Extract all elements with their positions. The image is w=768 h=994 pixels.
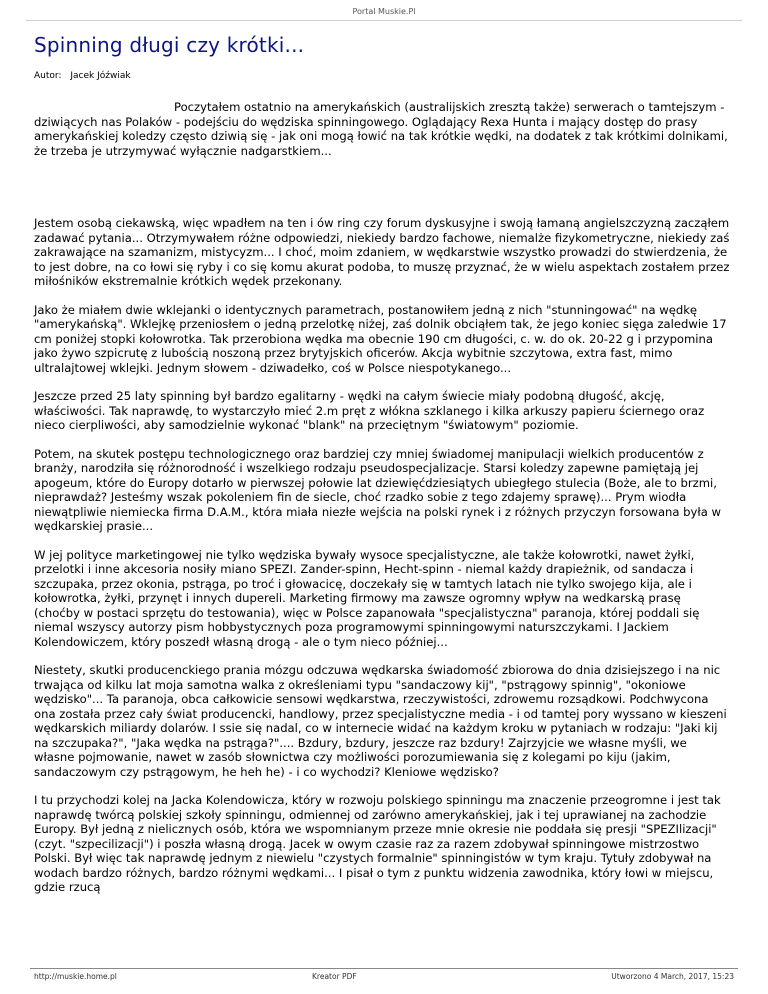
article-paragraph: W jej polityce marketingowej nie tylko wędziska bywały wysoce specjalistyczne, ale także kołowrotki, nawet żyłki, przelotki i inne akcesoria nosiły miano SPEZI. Zander-spinn, Hecht-spinn - niemal każdy drapieżnik, od sandacza i szczupaka, przez okonia, pstrąga, po troć i głowacicę, doczekały się w tamtych latach nie tylko swojego kija, ale i kołowrotka, żyłki, przynęt i innych duperelі. Marketing firmowy ma zawsze ogromny wpływ na wedkarską prasę (choćby w postaci sprzętu do testowania), więc w Polsce zapanowała "specjalistyczna" paranoja, której poddali się niemal wszyscy autorzy pism hobbystycznych poza programowymi spinningowymi naturszczykami. I Jackiem Kolendowiczem, który poszedł własną drogą - ale o tym nieco później... (34, 547, 700, 649)
article-title: Spinning długi czy krótki... (34, 33, 305, 57)
author-label: Autor: (34, 71, 62, 81)
author-name: Jacek Jóźwiak (70, 71, 131, 81)
article-paragraph: I tu przychodzi kolej na Jacka Kolendowicza, który w rozwoju polskiego spinningu ma znaczenie przeogromne i jest tak naprawdę twórcą polskiej szkoły spinningu, odmiennej od zarówno amerykańskiej, jak i tej uprawianej na zachodzie Europy. Był jedną z nielicznych osób, która we wspomnianym przeze mnie okresie nie poddała się presji "SPEZIlizacji" (czyt. "szpecilizacji") i poszła własną drogą. Jacek w owym czasie raz za razem zdobywał spinningowe mistrzostwo Polski. Był więc tak naprawdę jednym z niewielu "czystych formalnie" spinningistów w tym kraju. Tytuły zdobywał na wodach bardzo różnych, bardzo różnymi wędkami... I pisał o tym z punktu widzenia zawodnika, który łowi w miejscu, gdzie rzucą (34, 793, 721, 894)
article-paragraph: Poczytałem ostatnio na amerykańskich (australijskich zresztą także) serwerach o tamtejszym - dziwiących nas Polaków - podejściu do wędziska spinningowego. Oglądający Rexa Hunta i mający dostęp do prasy amerykańskiej koledzy często dziwią się - jak oni mogą łowić na tak krótkie wędki, na dodatek z tak krótkimi dolnikami, że trzeba je utrzymywać wyłącznie nadgarstkiem... (34, 100, 728, 158)
footer-divider (30, 968, 738, 969)
article-paragraph: Jestem osobą ciekawską, więc wpadłem na ten i ów ring czy forum dyskusyjne i swoją łamaną angielszczyzną zacząłem zadawać pytania... Otrzymywałem różne odpowiedzi, niekiedy bardzo fachowe, niemalże fizykometryczne, niekiedy zaś zakrawające na szamanizm, mistycyzm... I choć, moim zdaniem, w wędkarstwie wszystko prowadzi do stwierdzenia, że to jest dobre, na co łowi się ryby i co się komu akurat podoba, to muszę przyznać, że w wielu aspektach zostałem przez miłośników ekstremalnie krótkich wędek przekonany. (34, 216, 730, 288)
article-paragraph: Jako że miałem dwie wklejanki o identycznych parametrach, postanowiłem jedną z nich "stunningować" na wędkę "amerykańską". Wklejkę przeniosłem o jedną przelotkę niżej, zaś dolnik obciąłem tak, że jego koniec sięga zaledwie 17 cm poniżej stopki kołowrotka. Tak przerobiona wędka ma obecnie 190 cm długości, c. w. do ok. 20-22 g i przypomina jako żywo szpicrutę z lubością noszoną przez brytyjskich oficerów. Akcja wybitnie szczytowa, extra fast, mimo ultralajtowej wklejki. Jednym słowem - dziwadełko, coś w Polsce niespotykanego... (34, 302, 727, 375)
article-body (34, 100, 730, 909)
footer-creator: Kreator PDF (312, 972, 357, 981)
author-line (34, 71, 131, 81)
footer-url: http://muskie.home.pl (34, 972, 117, 981)
header-divider (26, 20, 742, 21)
article-paragraph: Potem, na skutek postępu technologicznego oraz bardziej czy mniej świadomej manipulacji wielkich producentów z branży, narodziła się różnorodność i wszelkiego rodzaju pseudospecjalizacje. Starsi koledzy zapewne pamiętają jej apogeum, które do Europy dotarło w pierwszej połowie lat dziewięćdziesiątych ubiegłego stulecia (Boże, ale to brzmi, nieprawdaż? Jesteśmy wszak pokoleniem fin de siecle, choć rzadko sobie z tego zdajemy sprawę)... Prym wiodła niewątpliwie niemiecka firma D.A.M., która miała niezłe wejścia na polski rynek i z różnych przyczyn forsowana była w wędkarskiej prasie... (34, 446, 721, 533)
article-paragraph: Jeszcze przed 25 laty spinning był bardzo egalitarny - wędki na całym świecie miały podobną długość, akcję, właściwości. Tak naprawdę, to wystarczyło mieć 2.m pręt z włókna szklanego i kilka arkuszy papieru ściernego oraz nieco cierpliwości, aby samodzielnie wykonać "blank" na przeciętnym "światowym" poziomie. (34, 389, 705, 432)
page-header: Portal Muskie.Pl (352, 7, 416, 16)
footer-created-date: Utworzono 4 March, 2017, 15:23 (611, 972, 734, 981)
article-paragraph: Niestety, skutki producenckiego prania mózgu odczuwa wędkarska świadomość zbiorowa do dnia dzisiejszego i na nic trwająca od kilku lat moja samotna walka z określeniami typu "sandaczowy kij", "pstrągowy spinnig", "okoniowe wędzisko"... Ta paranoja, obca całkowicie sensowi wędkarstwa, rzeczywistości, zdrowemu rozsądkowi. Podchwycona ona została przez cały świat producencki, handlowy, przez specjalistyczne media - i od tamtej pory wyssano w kieszeni wędkarskich miliardy dolarów. I ssie się nadal, co w internecie widać na każdym kroku w pytaniach w rodzaju: "Jaki kij na szczupaka?", "Jaka wędka na pstrąga?".... Bzdury, bzdury, jeszcze raz bzdury! Zajrzyjcie we własne myśli, we własne pojmowanie, nawet w zasób słownictwa czy możliwości porozumiewania się z kolegami po kiju (jakim, sandaczowym czy pstrągowym, he heh he) - i co wychodzi? Kleniowe wędzisko? (34, 663, 727, 779)
